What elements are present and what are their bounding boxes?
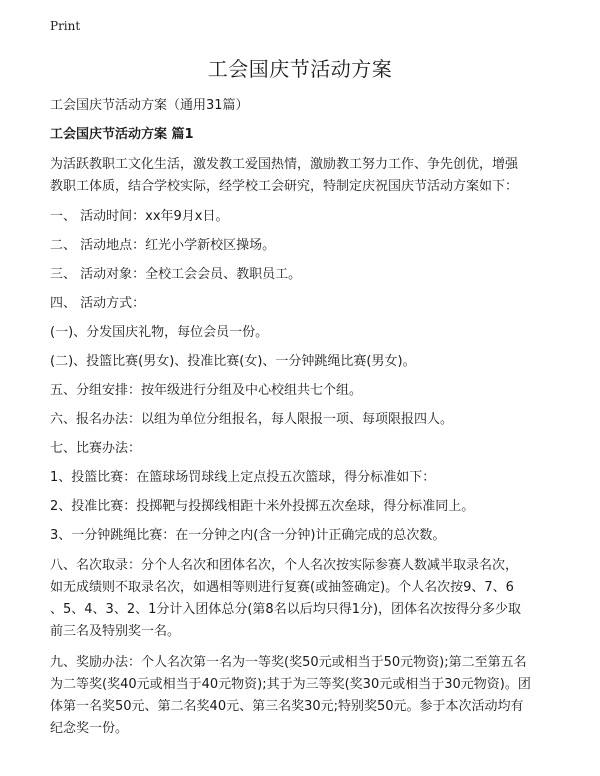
paragraph-line: 九、奖励办法：个人名次第一名为一等奖(奖50元或相当于50元物资);第二至第五名 (50, 655, 527, 670)
paragraph (50, 497, 558, 517)
paragraph (50, 410, 558, 430)
paragraph-line: 三、 活动对象：全校工会会员、教职员工。 (50, 267, 302, 282)
paragraph-line: 3、一分钟跳绳比赛：在一分钟之内(含一分钟)计正确完成的总次数。 (50, 528, 446, 543)
paragraph (50, 381, 558, 401)
paragraph-line: 如无成绩则不取录名次，如遇相等则进行复赛(或抽签确定)。个人名次按9、7、6 (50, 580, 514, 595)
paragraph (50, 154, 558, 198)
paragraph-line: 教职工体质，结合学校实际，经学校工会研究，特制定庆祝国庆节活动方案如下： (50, 179, 519, 194)
paragraph-line: 一、 活动时间：xx年9月x日。 (50, 209, 229, 224)
paragraph (50, 652, 558, 740)
paragraph-line: 六、报名办法：以组为单位分组报名，每人限报一项、每项限报四人。 (50, 412, 454, 427)
paragraph (50, 468, 558, 488)
paragraph-line: 体第一名奖50元、第二名奖40元、第三名奖30元;特别奖50元。参于本次活动均有 (50, 699, 524, 714)
paragraph-line: 七、比赛办法： (50, 441, 142, 456)
paragraph-line: 四、 活动方式： (50, 296, 146, 311)
paragraph-line: (一)、分发国庆礼物，每位会员一份。 (50, 325, 269, 340)
paragraph-line: 1、投篮比赛：在篮球场罚球线上定点投五次篮球，得分标准如下： (50, 470, 436, 485)
paragraph-line: 八、名次取录：分个人名次和团体名次，个人名次按实际参赛人数减半取录名次， (50, 558, 519, 573)
paragraph-line: 五、分组安排：按年级进行分组及中心校组共七个组。 (50, 383, 363, 398)
paragraph-line: 为二等奖(奖40元或相当于40元物资);其于为三等奖(奖30元或相当于30元物资)。团 (50, 677, 531, 692)
section-heading: 工会国庆节活动方案 篇1 (50, 127, 194, 142)
paragraph (50, 207, 558, 227)
document-title: 工会国庆节活动方案 (207, 57, 393, 81)
paragraph (50, 323, 558, 343)
paragraph-line: 二、 活动地点：红光小学新校区操场。 (50, 238, 276, 253)
paragraph (50, 294, 558, 314)
paragraph-line: (二)、投篮比赛(男女)、投准比赛(女)、一分钟跳绳比赛(男女)。 (50, 354, 416, 369)
paragraph-list (50, 154, 558, 740)
paragraph (50, 352, 558, 372)
paragraph-line: 2、投准比赛：投掷靶与投掷线相距十米外投掷五次垒球，得分标准同上。 (50, 499, 475, 514)
document-body (50, 96, 558, 740)
paragraph-line: 前三名及特别奖一名。 (50, 624, 181, 639)
paragraph (50, 439, 558, 459)
document-subtitle: 工会国庆节活动方案（通用31篇） (50, 98, 249, 113)
paragraph (50, 236, 558, 256)
print-label[interactable]: Print (50, 19, 81, 33)
paragraph (50, 526, 558, 546)
paragraph-line: 、5、4、3、2、1分计入团体总分(第8名以后均只得1分)，团体名次按得分多少取 (50, 602, 522, 617)
paragraph-line: 纪念奖一份。 (50, 721, 129, 736)
paragraph (50, 265, 558, 285)
paragraph-line: 为活跃教职工文化生活，激发教工爱国热情，激励教工努力工作、争先创优，增强 (50, 157, 519, 172)
paragraph (50, 555, 558, 643)
